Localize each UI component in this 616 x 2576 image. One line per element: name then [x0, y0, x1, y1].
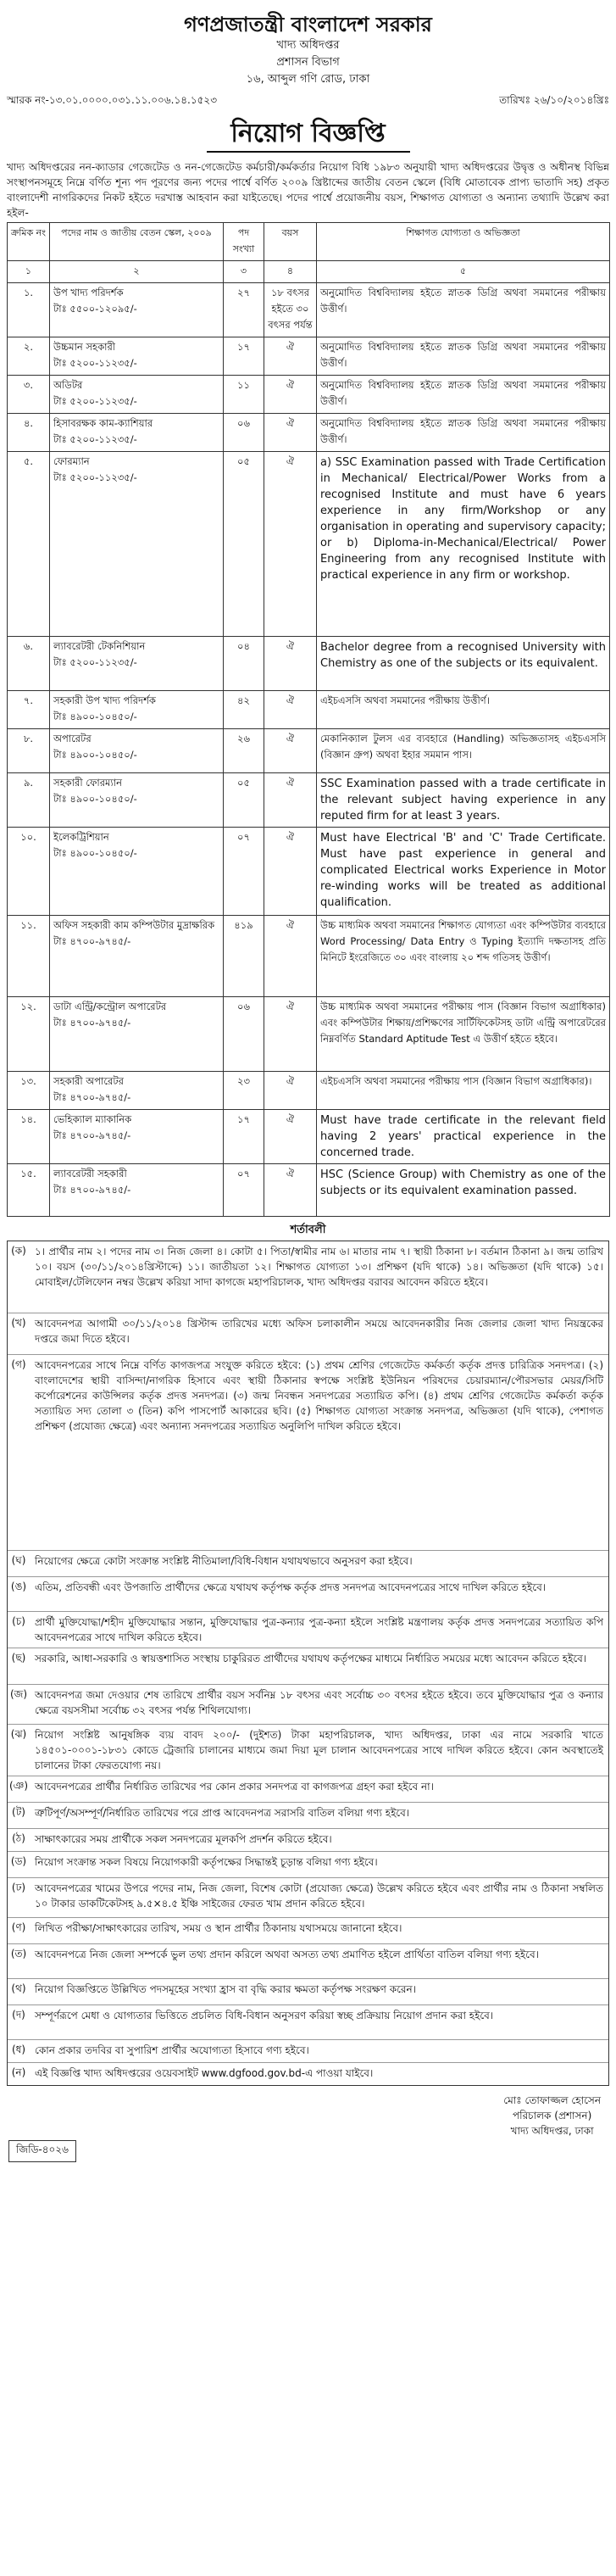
term-item: [8, 1577, 608, 1612]
post-cell-text: ল্যাবরেটরী সহকারী: [53, 1168, 127, 1179]
footer-code: জিডি-৪০২৬: [8, 2140, 76, 2162]
post-count-cell-text: ০৭: [237, 1168, 250, 1179]
table-row: [8, 337, 610, 376]
qualification-cell: [317, 773, 610, 828]
term-label: (ধ): [11, 2044, 26, 2055]
serial-cell-text: ১.: [23, 287, 34, 298]
post-cell-text: ইলেকট্রিশিয়ান: [53, 831, 109, 843]
serial-cell: [8, 376, 50, 414]
column-number: ২: [50, 261, 224, 283]
terms-list: [7, 1241, 609, 2086]
age-cell: [264, 1072, 317, 1110]
qualification-cell-text: Must have Electrical 'B' and 'C' Trade Certificate. Must have past experience in general and complicated Electrical works Experience in Motor re-winding works will be treated as additional qualification.: [320, 832, 606, 909]
term-label: (ঞ): [8, 1780, 29, 1792]
age-cell-text: ১৮ বৎসর হইতে ৩০ বৎসর পর্যন্ত: [268, 287, 313, 331]
qualification-cell: [317, 337, 610, 376]
post-count-cell-text: ২৬: [237, 733, 250, 744]
table-row: [8, 452, 610, 637]
division-name: প্রশাসন বিভাগ: [276, 56, 340, 69]
pay-scale: টাঃ ৫২০০-১১২৩৫/-: [53, 357, 137, 369]
post-count-cell: [224, 337, 264, 376]
table-row: [8, 1072, 610, 1110]
pay-scale: টাঃ ৪৭০০-৯৭৪৫/-: [53, 1184, 131, 1196]
term-text: সম্পূর্ণরূপে মেধা ও যোগ্যতার ভিত্তিতে প্রচলিত বিধি-বিধান অনুসরণ করিয়া স্বচ্ছ প্রক্রিয়ায় নিয়োগ প্রদান করা হইবে।: [35, 2010, 494, 2021]
pay-scale: টাঃ ৪৭০০-৯৭৪৫/-: [53, 1017, 131, 1029]
column-number: ৫: [317, 261, 610, 283]
age-cell: [264, 1110, 317, 1164]
table-row: [8, 1164, 610, 1217]
term-item: [8, 1355, 608, 1551]
vacancy-table: [7, 222, 610, 1217]
term-text: নিয়োগের ক্ষেত্রে কোটা সংক্রান্ত সংশ্লিষ্ট নীতিমালা/বিধি-বিধান যথাযথভাবে অনুসরণ করা হইবে।: [35, 1555, 413, 1567]
serial-cell: [8, 637, 50, 691]
pay-scale: টাঃ ৫৫০০-১২০৯৫/-: [53, 303, 137, 315]
qualification-cell: [317, 414, 610, 452]
term-text: আবেদনপত্রে নিজ জেলা সম্পর্কে ভুল তথ্য প্রদান করিলে অথবা অসত্য তথ্য প্রমাণিত হইলে প্রার্থিতা বাতিল বলিয়া গণ্য হইবে।: [35, 1949, 539, 1960]
column-header: পদের নাম ও জাতীয় বেতন স্কেল, ২০০৯: [50, 223, 224, 261]
qualification-cell-text: অনুমোদিত বিশ্ববিদ্যালয় হইতে স্নাতক ডিগ্রি অথবা সমমানের পরীক্ষায় উত্তীর্ণ।: [320, 341, 606, 369]
term-text: সাক্ষাৎকারের সময় প্রার্থীকে সকল সনদপত্রের মূলকপি প্রদর্শন করিতে হইবে।: [35, 1833, 332, 1845]
post-count-cell: [224, 1110, 264, 1164]
qualification-cell: [317, 729, 610, 773]
pay-scale: টাঃ ৪৭০০-৯৭৪৫/-: [53, 1129, 131, 1141]
post-cell-text: ল্যাবরেটরী টেকনিশিয়ান: [53, 640, 146, 652]
term-text: ত্রুটিপূর্ণ/অসম্পূর্ণ/নির্ধারিত তারিখের পরে প্রাপ্ত আবেদনপত্র সরাসরি বাতিল বলিয়া গণ্য হইবে।: [35, 1807, 410, 1819]
age-cell: [264, 916, 317, 997]
post-cell-text: ভেহিক্যাল ম্যাকানিক: [53, 1113, 132, 1125]
term-text: আবেদনপত্রের প্রার্থীর নির্ধারিত তারিখের পর কোন প্রকার সনদপত্র বা কাগজপত্র গ্রহণ করা হইবে না।: [35, 1781, 434, 1793]
post-cell-text: সহকারী উপ খাদ্য পরিদর্শক: [53, 694, 156, 706]
post-cell: [50, 452, 224, 637]
term-text: আবেদনপত্র আগামী ৩০/১১/২০১৪ খ্রিস্টাব্দ তারিখের মধ্যে অফিস চলাকালীন সময়ে আবেদনকারীর নিজ জেলার জেলা খাদ্য নিয়ন্ত্রকের দপ্তরে জমা দিতে হইবে।: [35, 1318, 603, 1345]
term-label: (থ): [11, 1982, 26, 1994]
qualification-cell-text: Bachelor degree from a recognised University with Chemistry as one of the subjects or its equivalent.: [320, 641, 606, 670]
post-cell: [50, 916, 224, 997]
term-item: [8, 2063, 608, 2085]
pay-scale: টাঃ ৪৯০০-১০৪৫০/-: [53, 847, 137, 859]
qualification-cell-text: SSC Examination passed with a trade certificate in the relevant subject having experience in any reputed firm for at least 3 years.: [320, 778, 606, 822]
table-row: [8, 376, 610, 414]
office-address: ১৬, আব্দুল গণি রোড, ঢাকা: [246, 73, 370, 86]
post-count-cell: [224, 997, 264, 1072]
column-number: ৩: [224, 261, 264, 283]
post-cell: [50, 1110, 224, 1164]
age-cell: [264, 997, 317, 1072]
post-cell-text: উপ খাদ্য পরিদর্শক: [53, 287, 124, 298]
age-cell: [264, 828, 317, 916]
post-count-cell-text: ০৫: [237, 455, 250, 467]
term-label: (ঢ): [11, 1882, 26, 1893]
serial-cell-text: ৮.: [23, 733, 34, 744]
signatory-office: খাদ্য অধিদপ্তর, ঢাকা: [510, 2125, 594, 2137]
age-cell-text: ঐ: [286, 455, 295, 467]
post-count-cell-text: ৪২: [237, 694, 250, 706]
post-count-cell-text: ০৭: [237, 831, 250, 843]
term-label: (ঝ): [10, 1728, 27, 1740]
qualification-cell: [317, 997, 610, 1072]
table-header-row: [8, 223, 610, 261]
pay-scale: টাঃ ৫২০০-১১২৩৫/-: [53, 471, 137, 483]
qualification-cell: [317, 1164, 610, 1217]
post-cell-text: উচ্চমান সহকারী: [53, 341, 116, 353]
term-label: (খ): [11, 1317, 26, 1329]
post-cell-text: অফিস সহকারী কাম কম্পিউটার মুদ্রাক্ষরিক: [53, 919, 215, 931]
term-text: নিয়োগ বিজ্ঞপ্তিতে উল্লিখিত পদসমূহের সংখ্যা হ্রাস বা বৃদ্ধি করার ক্ষমতা কর্তৃপক্ষ সংরক্ষণ করেন।: [35, 1983, 416, 1995]
term-item: [8, 1551, 608, 1577]
age-cell-text: ঐ: [286, 919, 295, 931]
serial-cell: [8, 997, 50, 1072]
serial-cell-text: ৪.: [23, 417, 34, 429]
age-cell: [264, 414, 317, 452]
qualification-cell: [317, 452, 610, 637]
post-cell-text: অপারেটর: [53, 733, 92, 744]
post-count-cell-text: ২৭: [237, 287, 250, 298]
table-row: [8, 283, 610, 337]
term-item: [8, 1852, 608, 1878]
qualification-cell-text: Must have trade certificate in the relevant field having 2 years' practical experience in the concerned trade.: [320, 1114, 606, 1159]
post-cell: [50, 729, 224, 773]
serial-cell-text: ৬.: [23, 640, 34, 652]
terms-title: শর্তাবলী: [290, 1224, 326, 1236]
term-label: (ন): [11, 2066, 26, 2078]
post-count-cell-text: ১১: [237, 379, 250, 391]
serial-cell-text: ১৩.: [20, 1075, 36, 1087]
post-count-cell-text: ০৬: [237, 417, 250, 429]
term-label: (ক): [11, 1245, 26, 1257]
pay-scale: টাঃ ৪৯০০-১০৪৫০/-: [53, 749, 137, 761]
qualification-cell-text: উচ্চ মাধ্যমিক অথবা সমমানের শিক্ষাগত যোগ্যতা এবং কম্পিউটার ব্যবহারে Word Processing/ Data Entry ও Typing ইত্যাদি দক্ষতাসহ প্রতি মিনিটে ইংরেজিতে ৩০ এবং বাংলায় ২০ শব্দ গতিসহ উত্তীর্ণ।: [320, 919, 606, 963]
age-cell: [264, 452, 317, 637]
age-cell: [264, 773, 317, 828]
post-count-cell-text: ০৪: [237, 640, 250, 652]
age-cell-text: ঐ: [286, 1168, 295, 1179]
qualification-cell-text: অনুমোদিত বিশ্ববিদ্যালয় হইতে স্নাতক ডিগ্রি অথবা সমমানের পরীক্ষায় উত্তীর্ণ।: [320, 287, 606, 315]
term-label: (জ): [9, 1688, 28, 1700]
term-label: (ঠ): [12, 1832, 25, 1844]
post-cell-text: সহকারী অপারেটর: [53, 1075, 124, 1087]
post-count-cell-text: ১৭: [237, 1113, 250, 1125]
qualification-cell: [317, 1110, 610, 1164]
serial-cell-text: ৫.: [23, 455, 34, 467]
signature-block: [503, 2093, 601, 2138]
term-text: আবেদনপত্রের সাথে নিম্নে বর্ণিত কাগজপত্র সংযুক্ত করিতে হইবে: (১) প্রথম শ্রেণির গেজেটেড কর্মকর্তা কর্তৃক প্রদত্ত চারিত্রিক সনদপত্র। (২) বাংলাদেশের স্থায়ী বাসিন্দা/নাগরিক হিসাবে এবং স্থায়ী ঠিকানার স্বপক্ষে সংশ্লিষ্ট ইউনিয়ন পরিষদের চেয়ারম্যান/পৌরসভার মেয়র/সিটি কর্পোরেশনের কাউন্সিলর কর্তৃক প্রদত্ত সনদপত্র। (৩) জন্ম নিবন্ধন সনদপত্রের সত্যায়িত কপি। (৪) প্রথম শ্রেণির গেজেটেড কর্মকর্তা কর্তৃক সত্যায়িত সদ্য তোলা ৩ (তিন) কপি পাসপোর্ট আকারের ছবি। (৫) শিক্ষাগত যোগ্যতা সংক্রান্ত সনদপত্র, অভিজ্ঞতা (যদি থাকে), পেশাগত প্রশিক্ষণ (প্রযোজ্য ক্ষেত্রে) এবং অন্যান্য সনদপত্রের সত্যায়িত অনুলিপি দাখিল করিতে হইবে।: [35, 1359, 603, 1432]
qualification-cell: [317, 916, 610, 997]
term-item: [8, 1725, 608, 1776]
signatory-name: মোঃ তোফাজ্জল হোসেন: [503, 2094, 601, 2106]
age-cell: [264, 691, 317, 729]
post-count-cell-text: ২৩: [237, 1075, 250, 1087]
post-count-cell: [224, 729, 264, 773]
qualification-cell: [317, 376, 610, 414]
term-text: লিখিত পরীক্ষা/সাক্ষাৎকারের তারিখ, সময় ও স্থান প্রার্থীর ঠিকানায় যথাসময়ে জানানো হইবে।: [35, 1922, 402, 1934]
post-count-cell: [224, 376, 264, 414]
term-text: নিয়োগ সংশ্লিষ্ট আনুষঙ্গিক ব্যয় বাবদ ২০০/- (দুইশত) টাকা মহাপরিচালক, খাদ্য অধিদপ্তর, ঢাকা এর নামে সরকারি খাতে ১৪৫০১-০০০১-১৮৩১ কোডে ট্রেজারি চালানের মাধ্যমে জমা দিয়া মূল চালান আবেদনপত্রের সাথে দাখিল করিতে হইবে। কোন অবস্থাতেই চালানের টাকা ফেরতযোগ্য নয়।: [35, 1729, 603, 1771]
term-item: [8, 1878, 608, 1918]
pay-scale: টাঃ ৪৭০০-৯৭৪৫/-: [53, 1091, 131, 1103]
table-number-row: [8, 261, 610, 283]
memo-date: তারিখঃ ২৬/১০/২০১৪খ্রিঃ: [499, 94, 609, 106]
serial-cell-text: ১০.: [20, 831, 36, 843]
intro-paragraph: খাদ্য অধিদপ্তরের নন-ক্যাডার গেজেটেড ও নন-গেজেটেড কর্মচারী/কর্মকর্তার নিয়োগ বিধি ১৯৮৩ অনুযায়ী খাদ্য অধিদপ্তরের উদ্বৃত্ত ও অধীনস্থ বিভিন্ন সংস্থাপনসমূহে নিম্নে বর্ণিত শূন্য পদ পূরণের জন্য পদের পার্শ্বে বর্ণিত ২০০৯ খ্রিষ্টাব্দের জাতীয় বেতন স্কেলে (বিধি মোতাবেক প্রাপ্য ভাতাদি সহ) প্রকৃত বাংলাদেশী নাগরিকদের নিকট হইতে দরখাস্ত আহবান করা যাইতেছে। পদের পার্শ্বে প্রয়োজনীয় বয়স, শিক্ষাগত যোগ্যতা ও অন্যান্য তথ্যাদি উল্লেখ করা হইল-: [7, 161, 609, 219]
table-row: [8, 828, 610, 916]
age-cell-text: ঐ: [286, 341, 295, 353]
post-cell-text: সহকারী ফোরম্যান: [53, 777, 122, 789]
notice-title: নিয়োগ বিজ্ঞপ্তি: [207, 117, 410, 153]
serial-cell: [8, 1072, 50, 1110]
post-cell: [50, 637, 224, 691]
post-count-cell: [224, 283, 264, 337]
term-item: [8, 1918, 608, 1944]
table-row: [8, 916, 610, 997]
serial-cell: [8, 691, 50, 729]
term-text: আবেদনপত্র জমা দেওয়ার শেষ তারিখে প্রার্থীর বয়স সর্বনিম্ন ১৮ বৎসর এবং সর্বোচ্চ ৩০ বৎসর হইতে হইবে। তবে মুক্তিযোদ্ধার পুত্র ও কন্যার ক্ষেত্রে বয়সসীমা সর্বোচ্চ ৩২ বৎসর পর্যন্ত শিথিলযোগ্য।: [35, 1689, 603, 1716]
column-header: শিক্ষাগত যোগ্যতা ও অভিজ্ঞতা: [317, 223, 610, 261]
age-cell-text: ঐ: [286, 733, 295, 744]
serial-cell: [8, 414, 50, 452]
term-item: [8, 1829, 608, 1852]
serial-cell-text: ৩.: [23, 379, 34, 391]
serial-cell-text: ১১.: [20, 919, 36, 931]
qualification-cell-text: এইচএসসি অথবা সমমানের পরীক্ষায় উত্তীর্ণ।: [320, 694, 490, 706]
term-item: [8, 2005, 608, 2040]
government-title: গণপ্রজাতন্ত্রী বাংলাদেশ সরকার: [184, 13, 432, 36]
qualification-cell: [317, 1072, 610, 1110]
term-text: ১। প্রার্থীর নাম ২। পদের নাম ৩। নিজ জেলা ৪। কোটা ৫। পিতা/স্বামীর নাম ৬। মাতার নাম ৭। স্থায়ী ঠিকানা ৮। বর্তমান ঠিকানা ৯। জন্ম তারিখ ১০। বয়স (৩০/১১/২০১৪খ্রিস্টাব্দে) ১১। জাতীয়তা ১২। শিক্ষাগত যোগ্যতা ১৩। প্রশিক্ষণ (যদি থাকে) ১৪। অভিজ্ঞতা (যদি থাকে) ১৫। মোবাইল/টেলিফোন নম্বর উল্লেখ করিয়া সাদা কাগজে মহাপরিচালক, খাদ্য অধিদপ্তর বরাবর আবেদন করিতে হইবে।: [35, 1246, 603, 1288]
term-text: এতিম, প্রতিবন্ধী এবং উপজাতি প্রার্থীদের ক্ষেত্রে যথাযথ কর্তৃপক্ষ কর্তৃক প্রদত্ত সনদপত্র আবেদনপত্রের সাথে দাখিল করিতে হইবে।: [35, 1581, 547, 1593]
age-cell-text: ঐ: [286, 1075, 295, 1087]
term-label: (ট): [12, 1806, 25, 1818]
post-count-cell: [224, 452, 264, 637]
serial-cell-text: ১২.: [20, 1001, 36, 1012]
post-cell: [50, 376, 224, 414]
post-count-cell: [224, 916, 264, 997]
term-label: (গ): [11, 1358, 26, 1370]
term-item: [8, 1803, 608, 1829]
post-count-cell-text: ০৫: [237, 777, 250, 789]
qualification-cell-text: a) SSC Examination passed with Trade Certification in Mechanical/ Electrical/Power Works from a recognised Institute and must have 6 years experience in any firm/Workshop or any organisation in operating and supervisory capacity; or b) Diploma-in-Mechanical/Electrical/ Power Engineering from any recognised Institute with practical experience in any firm or workshop.: [320, 456, 606, 582]
term-item: [8, 1979, 608, 2005]
serial-cell: [8, 1110, 50, 1164]
term-item: [8, 1776, 608, 1803]
qualification-cell-text: এইচএসসি অথবা সমমানের পরীক্ষায় পাস (বিজ্ঞান বিভাগ অগ্রাধিকার)।: [320, 1075, 592, 1087]
post-cell-text: ফোরম্যান: [53, 455, 90, 467]
term-text: নিয়োগ সংক্রান্ত সকল বিষয়ে নিয়োগকারী কর্তৃপক্ষের সিদ্ধান্তই চূড়ান্ত বলিয়া গণ্য হইবে।: [35, 1856, 378, 1868]
qualification-cell-text: অনুমোদিত বিশ্ববিদ্যালয় হইতে স্নাতক ডিগ্রি অথবা সমমানের পরীক্ষায় উত্তীর্ণ।: [320, 379, 606, 407]
qualification-cell-text: অনুমোদিত বিশ্ববিদ্যালয় হইতে স্নাতক ডিগ্রি অথবা সমমানের পরীক্ষায় উত্তীর্ণ।: [320, 417, 606, 445]
post-cell: [50, 997, 224, 1072]
serial-cell-text: ৯.: [23, 777, 34, 789]
qualification-cell: [317, 637, 610, 691]
age-cell-text: ঐ: [286, 777, 295, 789]
qualification-cell-text: মেকানিক্যাল টুলস এর ব্যবহারে (Handling) অভিজ্ঞতাসহ এইচএসসি (বিজ্ঞান গ্রুপ) অথবা ইহার সমমান পাস।: [320, 733, 606, 761]
term-text: কোন প্রকার তদবির বা সুপারিশ প্রার্থীর অযোগ্যতা হিসাবে গণ্য হইবে।: [35, 2044, 309, 2056]
term-item: [8, 1612, 608, 1648]
pay-scale: টাঃ ৫২০০-১১২৩৫/-: [53, 433, 137, 445]
post-count-cell: [224, 637, 264, 691]
age-cell: [264, 729, 317, 773]
serial-cell: [8, 1164, 50, 1217]
post-cell-text: ডাটা এন্ট্রি/কন্ট্রোল অপারেটর: [53, 1001, 167, 1012]
term-item: [8, 1685, 608, 1725]
age-cell: [264, 376, 317, 414]
qualification-cell-text: উচ্চ মাধ্যমিক অথবা সমমানের পরীক্ষায় পাস (বিজ্ঞান বিভাগ অগ্রাধিকার) এবং কম্পিউটার শিক্ষায়/প্রশিক্ষণের সার্টিফিকেটসহ ডাটা এন্ট্রি অপারেটরের নিম্নবর্ণিত Standard Aptitude Test এ উত্তীর্ণ হইতে হইবে।: [320, 1001, 606, 1045]
column-number: ৪: [264, 261, 317, 283]
term-label: (ঙ): [10, 1581, 27, 1592]
serial-cell: [8, 729, 50, 773]
table-row: [8, 773, 610, 828]
post-count-cell-text: ০৬: [237, 1001, 250, 1012]
age-cell-text: ঐ: [286, 379, 295, 391]
column-number: ১: [8, 261, 50, 283]
age-cell-text: ঐ: [286, 640, 295, 652]
pay-scale: টাঃ ৪৯০০-১০৪৫০/-: [53, 793, 137, 805]
serial-cell-text: ৭.: [23, 694, 34, 706]
qualification-cell: [317, 283, 610, 337]
post-count-cell: [224, 773, 264, 828]
qualification-cell: [317, 691, 610, 729]
age-cell-text: ঐ: [286, 831, 295, 843]
directorate-name: খাদ্য অধিদপ্তর: [276, 39, 340, 52]
term-text: আবেদনপত্রের খামের উপরে পদের নাম, নিজ জেলা, বিশেষ কোটা (প্রযোজ্য ক্ষেত্রে) উল্লেখ করিতে হইবে এবং প্রার্থীর নাম ও ঠিকানা সম্বলিত ১০ টাকার ডাকটিকেটসহ ৯.৫×৪.৫ ইঞ্চি সাইজের ফেরত খাম প্রদান করিতে হইবে।: [35, 1882, 603, 1910]
age-cell: [264, 337, 317, 376]
serial-cell: [8, 452, 50, 637]
age-cell: [264, 637, 317, 691]
table-row: [8, 414, 610, 452]
term-text: সরকারি, আধা-সরকারি ও স্বায়ত্তশাসিত সংস্থায় চাকুরিরত প্রার্থীদের যথাযথ কর্তৃপক্ষের মাধ্যমে নির্ধারিত সময়ের মধ্যে আবেদন করিতে হইবে।: [35, 1653, 587, 1664]
pay-scale: টাঃ ৫২০০-১১২৩৫/-: [53, 656, 137, 668]
post-count-cell: [224, 828, 264, 916]
serial-cell-text: ২.: [23, 341, 34, 353]
term-label: (ড): [10, 1855, 27, 1867]
post-count-cell: [224, 1164, 264, 1217]
pay-scale: টাঃ ৪৭০০-৯৭৪৫/-: [53, 935, 131, 947]
term-item: [8, 1648, 608, 1685]
term-text: এই বিজ্ঞপ্তি খাদ্য অধিদপ্তরের ওয়েবসাইট www.dgfood.gov.bd-এ পাওয়া যাইবে।: [35, 2067, 374, 2079]
column-header: পদ সংখ্যা: [224, 223, 264, 261]
header: [7, 12, 609, 88]
age-cell-text: ঐ: [286, 1113, 295, 1125]
serial-cell: [8, 828, 50, 916]
serial-cell: [8, 283, 50, 337]
post-cell-text: হিসাবরক্ষক কাম-ক্যাশিয়ার: [53, 417, 153, 429]
serial-cell: [8, 337, 50, 376]
table-row: [8, 729, 610, 773]
age-cell-text: ঐ: [286, 1001, 295, 1012]
term-label: (ত): [10, 1948, 27, 1960]
post-cell: [50, 828, 224, 916]
serial-cell: [8, 916, 50, 997]
post-cell: [50, 691, 224, 729]
notice-page: [7, 0, 609, 2576]
post-count-cell: [224, 414, 264, 452]
qualification-cell: [317, 828, 610, 916]
table-row: [8, 637, 610, 691]
column-header: বয়স: [264, 223, 317, 261]
post-cell: [50, 1072, 224, 1110]
term-item: [8, 1241, 608, 1313]
term-label: (ণ): [11, 1921, 26, 1933]
post-cell: [50, 283, 224, 337]
post-cell: [50, 337, 224, 376]
signatory-designation: পরিচালক (প্রশাসন): [512, 2110, 592, 2122]
term-item: [8, 1313, 608, 1355]
serial-cell: [8, 773, 50, 828]
post-count-cell-text: ৪১৯: [234, 919, 253, 931]
memo-row: [7, 93, 609, 109]
term-label: (চ): [12, 1615, 25, 1627]
post-count-cell-text: ১৭: [237, 341, 250, 353]
age-cell-text: ঐ: [286, 417, 295, 429]
memo-number: স্মারক নং-১৩.০১.০০০০.০৩১.১১.০০৬.১৪.১৫২৩: [7, 94, 218, 106]
term-label: (ঘ): [11, 1554, 26, 1566]
post-cell: [50, 414, 224, 452]
age-cell-text: ঐ: [286, 694, 295, 706]
term-label: (দ): [12, 2009, 25, 2021]
age-cell: [264, 283, 317, 337]
table-row: [8, 997, 610, 1072]
pay-scale: টাঃ ৪৯০০-১০৪৫০/-: [53, 711, 137, 722]
serial-cell-text: ১৪.: [20, 1113, 36, 1125]
post-cell-text: অডিটর: [53, 379, 83, 391]
post-cell: [50, 1164, 224, 1217]
post-count-cell: [224, 1072, 264, 1110]
table-row: [8, 1110, 610, 1164]
serial-cell-text: ১৫.: [20, 1168, 36, 1179]
qualification-cell-text: HSC (Science Group) with Chemistry as one of the subjects or its equivalent examination passed.: [320, 1168, 606, 1197]
post-count-cell: [224, 691, 264, 729]
term-item: [8, 1944, 608, 1979]
column-header: ক্রমিক নং: [8, 223, 50, 261]
term-text: প্রার্থী মুক্তিযোদ্ধা/শহীদ মুক্তিযোদ্ধার সন্তান, মুক্তিযোদ্ধার পুত্র-কন্যার পুত্র-কন্যা হইলে সংশ্লিষ্ট মন্ত্রণালয় কর্তৃক প্রদত্ত সনদপত্রের সত্যায়িত কপি আবেদনপত্রের সাথে দাখিল করিতে হইবে।: [35, 1616, 603, 1643]
pay-scale: টাঃ ৫২০০-১১২৩৫/-: [53, 395, 137, 407]
age-cell: [264, 1164, 317, 1217]
term-label: (ছ): [11, 1652, 26, 1664]
table-row: [8, 691, 610, 729]
post-cell: [50, 773, 224, 828]
term-item: [8, 2040, 608, 2063]
